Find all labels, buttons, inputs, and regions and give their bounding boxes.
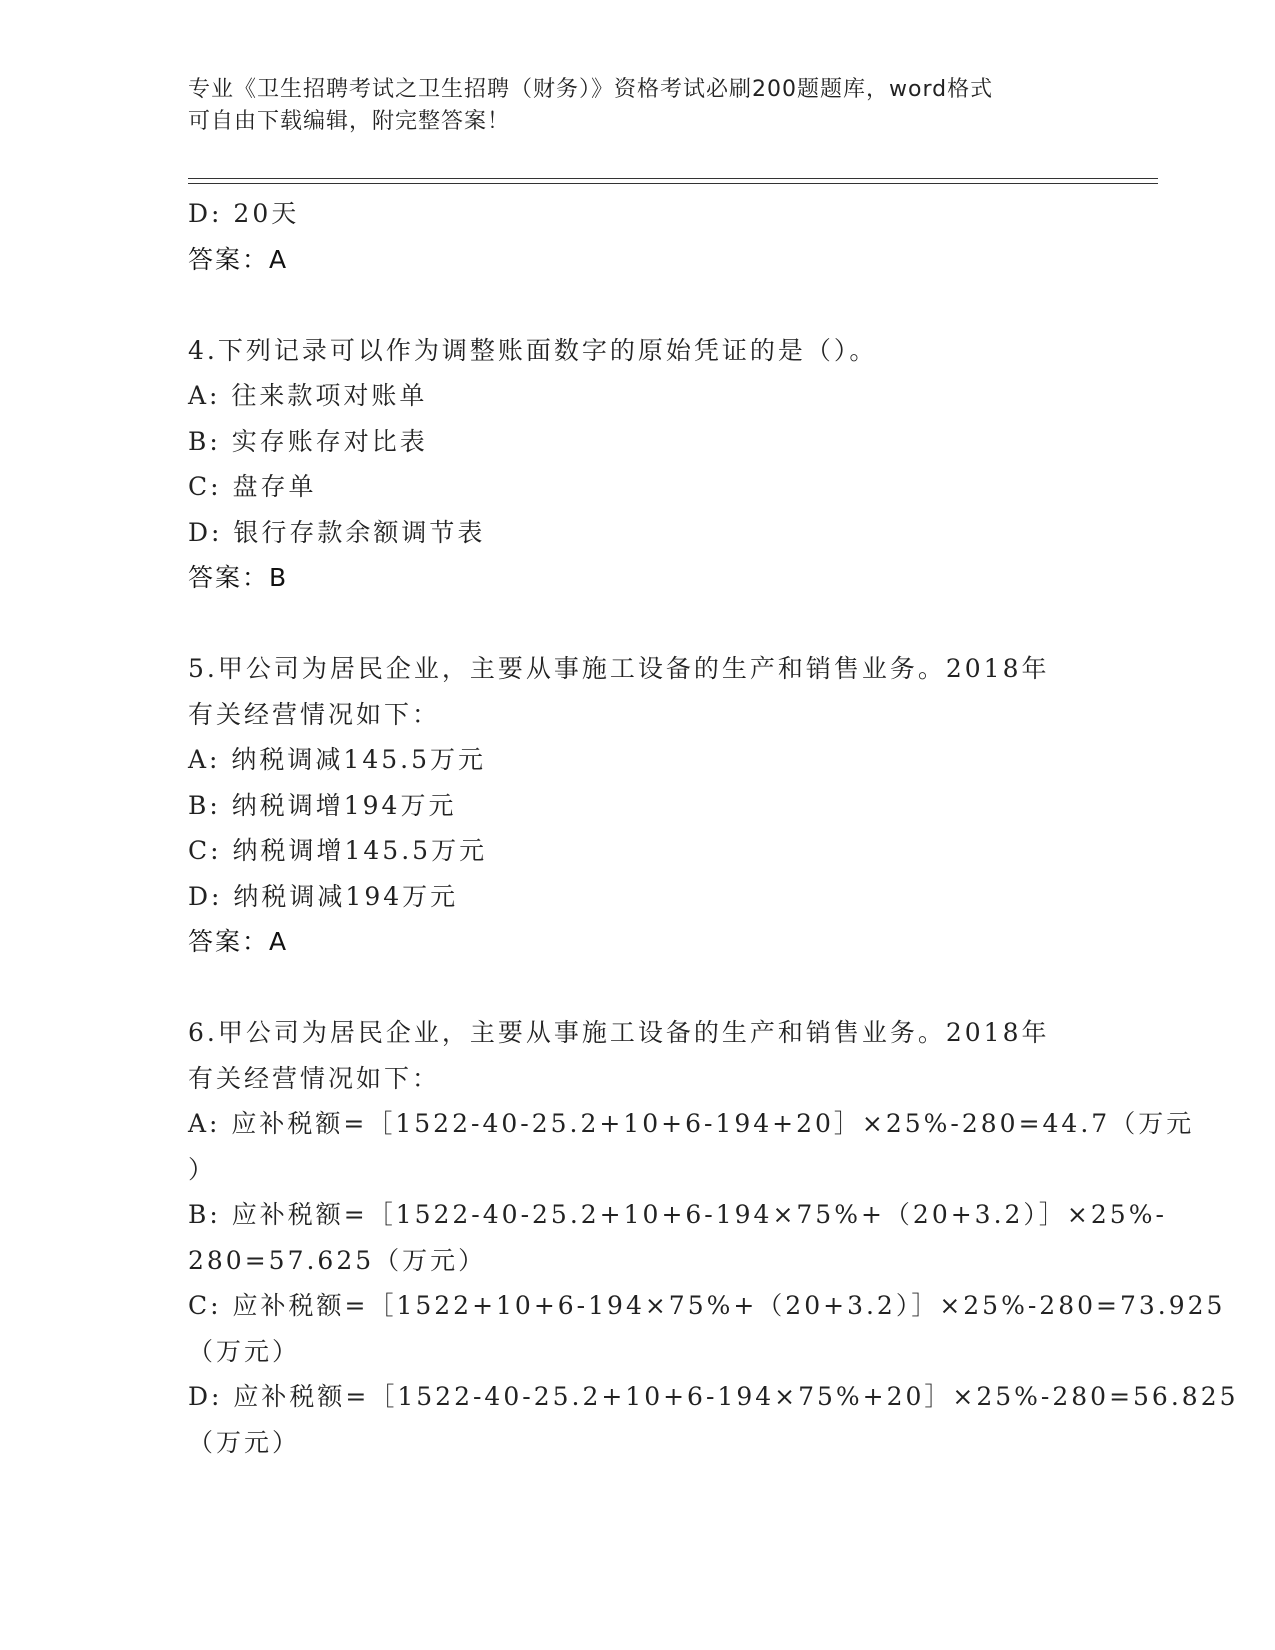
- question-stem: 4.下列记录可以作为调整账面数字的原始凭证的是（）。: [188, 335, 878, 365]
- option-a: A: 纳税调减145.5万元: [188, 745, 486, 774]
- answer-line: 答案：B: [188, 563, 289, 592]
- header-divider-top: [188, 178, 1158, 179]
- option-c: C: 纳税调增145.5万元: [188, 836, 488, 865]
- header-line-1: 专业《卫生招聘考试之卫生招聘（财务）》资格考试必刷200题题库，word格式: [188, 77, 994, 102]
- spacer: [188, 601, 1088, 647]
- option-d: D: 20天: [188, 199, 300, 228]
- spacer: [188, 282, 1088, 328]
- question-stem-line-2: 有关经营情况如下：: [188, 1063, 441, 1093]
- option-c-line-2: （万元）: [188, 1336, 301, 1366]
- option-c: C: 盘存单: [188, 472, 317, 501]
- option-d: D: 纳税调减194万元: [188, 881, 459, 911]
- question-stem-line-1: 6.甲公司为居民企业，主要从事施工设备的生产和销售业务。2018年: [188, 1018, 1050, 1047]
- header-line-2: 可自由下载编辑，附完整答案！: [188, 109, 511, 134]
- option-d-line-2: （万元）: [188, 1427, 301, 1457]
- option-c-line-1: C: 应补税额=［1522+10+6-194×75%+（20+3.2）］×25%-280=73.925: [188, 1291, 1226, 1320]
- option-b: B: 纳税调增194万元: [188, 790, 457, 820]
- option-b-line-1: B: 应补税额=［1522-40-25.2+10+6-194×75%+（20+3.2）］×25%-: [188, 1200, 1167, 1229]
- question-stem-line-1: 5.甲公司为居民企业，主要从事施工设备的生产和销售业务。2018年: [188, 654, 1050, 683]
- option-d: D: 银行存款余额调节表: [188, 517, 486, 547]
- header-divider-bottom: [188, 183, 1158, 184]
- question-stem-line-2: 有关经营情况如下：: [188, 699, 441, 729]
- answer-line: 答案：A: [188, 244, 289, 274]
- question-list: [188, 191, 1239, 1465]
- option-a: A: 往来款项对账单: [188, 381, 428, 410]
- option-d-line-1: D: 应补税额=［1522-40-25.2+10+6-194×75%+20］×25%-280=56.825: [188, 1382, 1239, 1411]
- spacer: [188, 965, 1088, 1011]
- option-a-line-1: A: 应补税额=［1522-40-25.2+10+6-194+20］×25%-280=44.7（万元: [188, 1109, 1195, 1138]
- option-a-line-2: ）: [188, 1154, 217, 1184]
- option-b-line-2: 280=57.625（万元）: [188, 1245, 487, 1275]
- answer-line: 答案：A: [188, 927, 289, 956]
- question-4: [188, 328, 1088, 601]
- option-b: B: 实存账存对比表: [188, 426, 428, 456]
- question-3-tail: [188, 191, 1088, 282]
- question-6: [188, 1010, 1239, 1465]
- question-5: [188, 646, 1088, 965]
- document-header: [188, 74, 1088, 138]
